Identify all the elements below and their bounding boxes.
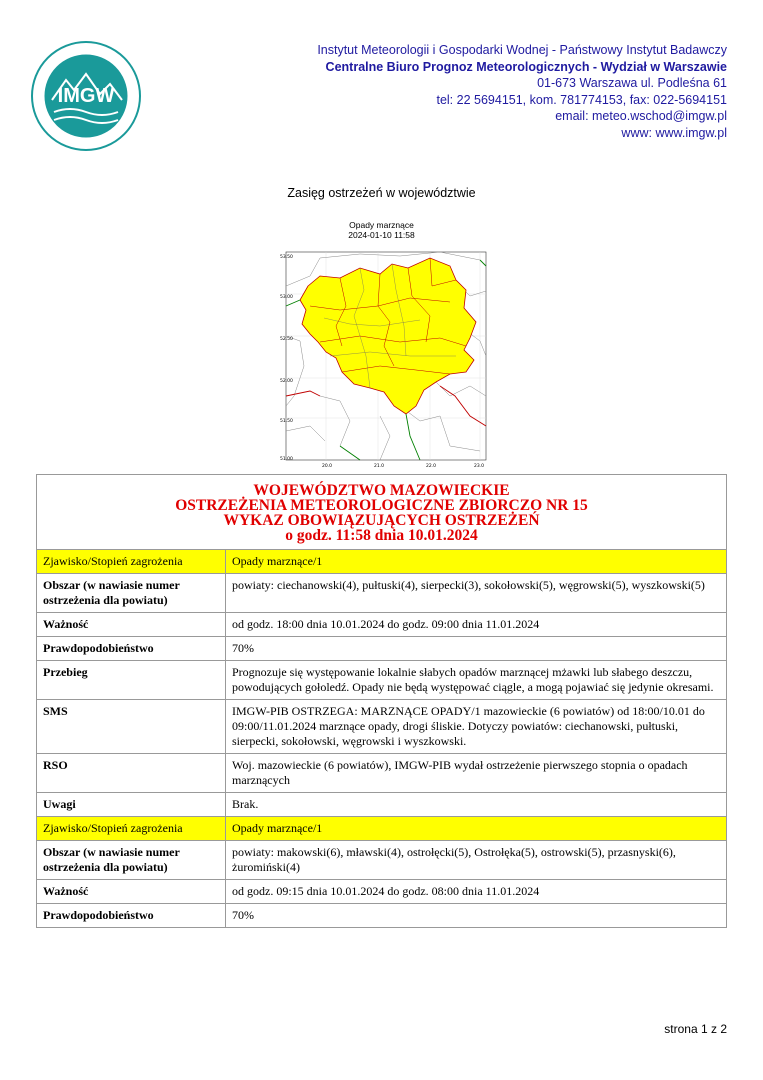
table-row: [37, 841, 727, 880]
row-label: Ważność: [37, 880, 226, 904]
row-label: Zjawisko/Stopień zagrożenia: [37, 817, 226, 841]
table-title-row: [37, 475, 727, 550]
lon-label: 20.0: [322, 464, 333, 469]
row-value: 70%: [226, 637, 727, 661]
row-value: Woj. mazowieckie (6 powiatów), IMGW-PIB wydał ostrzeżenie pierwszego stopnia o opadach marznących: [226, 754, 727, 793]
table-row: [37, 817, 727, 841]
website[interactable]: www: www.imgw.pl: [621, 125, 727, 140]
table-row: [37, 754, 727, 793]
office-name: Centralne Biuro Prognoz Meteorologicznych - Wydział w Warszawie: [325, 59, 727, 74]
row-value: Brak.: [226, 793, 727, 817]
lon-label: 22.0: [426, 464, 437, 469]
lon-label: 21.0: [374, 464, 385, 469]
row-value: Prognozuje się występowanie lokalnie słabych opadów marznącej mżawki lub słabego deszczu, powodujących gołoledź. Opady nie będą występować ciągle, a mogą pojawiać się jedynie okresami.: [226, 661, 727, 700]
page-number: strona 1 z 2: [664, 1022, 727, 1036]
lat-label: 51.50: [280, 419, 293, 424]
table-row: [37, 793, 727, 817]
table-row: [37, 574, 727, 613]
map-title: Zasięg ostrzeżeń w województwie: [287, 186, 476, 200]
lat-label: 52.50: [280, 337, 293, 342]
email[interactable]: email: meteo.wschod@imgw.pl: [555, 109, 727, 123]
row-value: 70%: [226, 904, 727, 928]
row-label: Uwagi: [37, 793, 226, 817]
address: 01-673 Warszawa ul. Podleśna 61: [537, 76, 727, 90]
row-label: Prawdopodobieństwo: [37, 904, 226, 928]
warning-map: [280, 246, 490, 472]
lat-label: 53.50: [280, 255, 293, 260]
row-value: Opady marznące/1: [226, 550, 727, 574]
map-subtitle: [0, 220, 763, 240]
title-line: OSTRZEŻENIA METEOROLOGICZNE ZBIORCZO NR 15: [175, 497, 588, 514]
phone: tel: 22 5694151, kom. 781774153, fax: 022-5694151: [436, 92, 727, 107]
row-label: Obszar (w nawiasie numer ostrzeżenia dla powiatu): [37, 574, 226, 613]
title-line: WOJEWÓDZTWO MAZOWIECKIE: [253, 482, 510, 499]
row-label: Prawdopodobieństwo: [37, 637, 226, 661]
lat-label: 52.00: [280, 379, 293, 384]
warnings-table: [36, 474, 727, 928]
title-line: WYKAZ OBOWIĄZUJĄCYCH OSTRZEŻEŃ: [223, 512, 540, 529]
row-value: powiaty: ciechanowski(4), pułtuski(4), sierpecki(3), sokołowski(5), węgrowski(5), wyszkowski(5): [226, 574, 727, 613]
institute-header: [317, 42, 727, 141]
row-value: od godz. 09:15 dnia 10.01.2024 do godz. 08:00 dnia 11.01.2024: [226, 880, 727, 904]
table-row: [37, 880, 727, 904]
map-datetime: 2024-01-10 11:58: [348, 230, 415, 240]
table-row: [37, 904, 727, 928]
lat-label: 53.00: [280, 295, 293, 300]
table-row: [37, 661, 727, 700]
table-row: [37, 700, 727, 754]
svg-text:IMGW: IMGW: [57, 85, 115, 107]
row-label: Przebieg: [37, 661, 226, 700]
row-value: powiaty: makowski(6), mławski(4), ostrołęcki(5), Ostrołęka(5), ostrowski(5), przasnyski(6), żuromiński(4): [226, 841, 727, 880]
row-label: RSO: [37, 754, 226, 793]
table-row: [37, 637, 727, 661]
row-label: Obszar (w nawiasie numer ostrzeżenia dla powiatu): [37, 841, 226, 880]
row-value: od godz. 18:00 dnia 10.01.2024 do godz. 09:00 dnia 11.01.2024: [226, 613, 727, 637]
title-line: o godz. 11:58 dnia 10.01.2024: [285, 527, 478, 544]
row-label: Zjawisko/Stopień zagrożenia: [37, 550, 226, 574]
lon-label: 23.0: [474, 464, 485, 469]
row-value: Opady marznące/1: [226, 817, 727, 841]
row-label: Ważność: [37, 613, 226, 637]
lat-label: 51.00: [280, 457, 293, 462]
table-row: [37, 550, 727, 574]
table-title: [37, 475, 727, 550]
row-value: IMGW-PIB OSTRZEGA: MARZNĄCE OPADY/1 mazowieckie (6 powiatów) od 18:00/10.01 do 09:00/11.01.2024 marznące opady, drogi śliskie. Dotyczy powiatów: ciechanowski, pułtuski, sierpecki, sokołowski, węgrowski i wyszkowski.: [226, 700, 727, 754]
row-label: SMS: [37, 700, 226, 754]
map-phenomenon: Opady marznące: [349, 220, 414, 230]
imgw-logo: [30, 40, 142, 152]
institute-name: Instytut Meteorologii i Gospodarki Wodnej - Państwowy Instytut Badawczy: [317, 43, 727, 57]
table-row: [37, 613, 727, 637]
